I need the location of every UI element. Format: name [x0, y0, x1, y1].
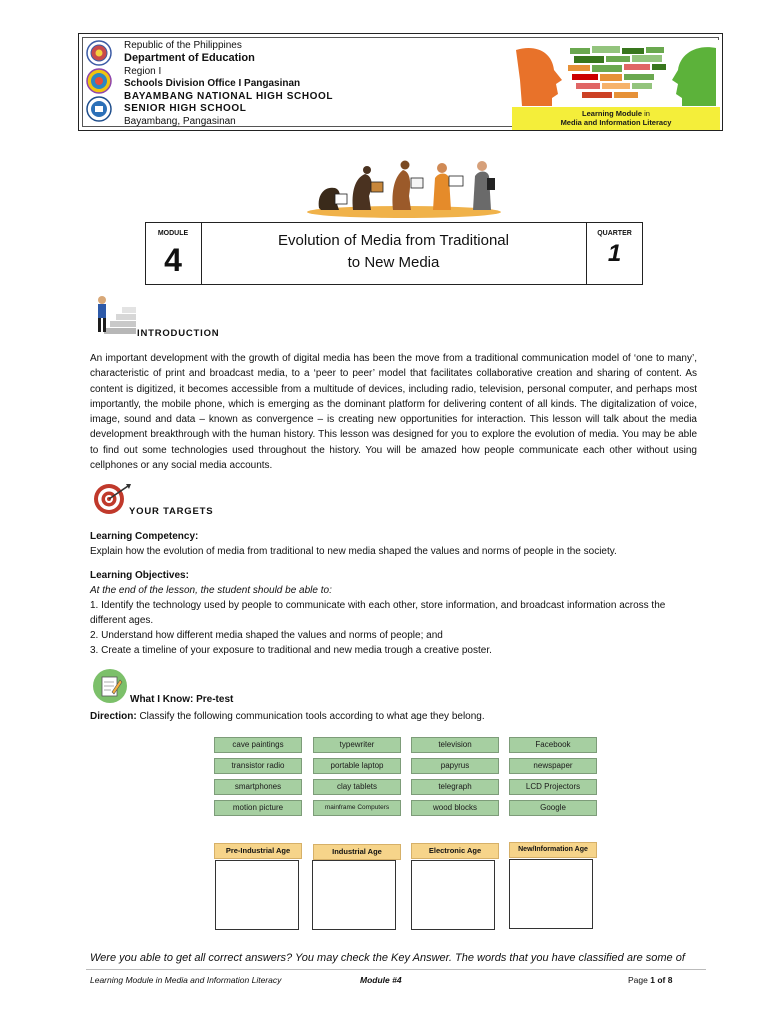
evolution-illustration-icon [305, 156, 503, 218]
age-heading-new-information: New/Information Age [509, 842, 597, 858]
choice-chip: smartphones [214, 779, 302, 795]
header-region: Region I [124, 66, 162, 77]
choice-chip: clay tablets [313, 779, 401, 795]
header-school: BAYAMBANG NATIONAL HIGH SCHOOL [124, 91, 334, 102]
introduction-body: An important development with the growth of digital media has been the move from a traditional communication model of ‘one to many’, characteristic of print and broadcast media, to a ‘peer to peer’ model that facilitates collaborative creation and sharing of content. As content is digitized, it becomes accessible from a multitude of devices, including radio, television, personal computer, and perhaps most importantly, the mobile phone, which is emerging as the dominant platform for delivering content of all kinds. The digitalization of voice, image, sound and data – known as convergence – is creating new opportunities for interaction. This lesson will talk about the media development breakthrough with the human history. This lesson was designed for you to explore the evolution of media. You may be able to find out some technologies used throughout the history. You will be amazed how people communicate each other without using cellphones or any social media accounts. [90, 353, 697, 472]
objective-1-line2: different ages. [90, 615, 154, 626]
age-heading-industrial: Industrial Age [313, 844, 401, 860]
header-deped: Department of Education [124, 52, 255, 64]
footer-rule [86, 969, 706, 970]
pretest-direction [90, 709, 485, 724]
choice-chip: television [411, 737, 499, 753]
competency-label: Learning Competency: [90, 531, 199, 542]
target-icon [92, 482, 132, 516]
age-answer-box-pre-industrial[interactable] [215, 860, 299, 930]
choice-chip: cave paintings [214, 737, 302, 753]
banner-caption-line2: Media and Information Literacy [560, 118, 672, 127]
school-seal-icon [86, 96, 112, 122]
banner-caption [512, 109, 720, 127]
footer-module: Module #4 [360, 975, 402, 985]
age-heading-pre-industrial: Pre-Industrial Age [214, 843, 302, 859]
choice-chip: mainframe Computers [313, 800, 401, 816]
header-location: Bayambang, Pangasinan [124, 116, 236, 127]
module-title-line2: to New Media [347, 254, 440, 271]
targets-heading: YOUR TARGETS [129, 506, 214, 517]
choice-chip: motion picture [214, 800, 302, 816]
module-number: 4 [164, 242, 182, 278]
region-seal-icon [86, 68, 112, 94]
age-answer-box-industrial[interactable] [312, 860, 396, 930]
choice-chip: Facebook [509, 737, 597, 753]
banner-caption-line1: Learning Module [582, 109, 643, 118]
closing-text: Were you able to get all correct answers? You may check the Key Answer. The words that you have classified are some of [90, 952, 685, 964]
banner-caption-in: in [644, 109, 650, 118]
objectives-intro: At the end of the lesson, the student should be able to: [90, 585, 332, 596]
age-answer-box-electronic[interactable] [411, 860, 495, 930]
objectives-label: Learning Objectives: [90, 570, 189, 581]
footer-page [628, 975, 672, 985]
module-title-line1: Evolution of Media from Traditional [278, 232, 509, 249]
module-label: MODULE [157, 230, 189, 237]
choice-chip: typewriter [313, 737, 401, 753]
header-republic: Republic of the Philippines [124, 40, 242, 51]
pretest-heading: What I Know: Pre-test [130, 694, 234, 705]
choice-chip: papyrus [411, 758, 499, 774]
footer-course: Learning Module in Media and Information Literacy [90, 975, 282, 985]
age-answer-box-new-information[interactable] [509, 859, 593, 929]
stairs-person-icon [92, 294, 136, 338]
choice-chip: LCD Projectors [509, 779, 597, 795]
choice-chip: transistor radio [214, 758, 302, 774]
direction-text: Classify the following communication tools according to what age they belong. [139, 711, 485, 722]
footer-page-current: 1 [650, 975, 655, 985]
header-division: Schools Division Office I Pangasinan [124, 78, 301, 89]
deped-seal-icon [86, 40, 112, 66]
objective-1-line1: 1. Identify the technology used by people to communicate with each other, store information, and broadcast information across the [90, 600, 666, 611]
notepad-icon [92, 668, 128, 704]
choice-chip: portable laptop [313, 758, 401, 774]
choice-chip: Google [509, 800, 597, 816]
quarter-label: QUARTER [597, 230, 632, 237]
quarter-number: 1 [607, 240, 622, 267]
direction-label: Direction: [90, 711, 137, 722]
age-heading-electronic: Electronic Age [411, 843, 499, 859]
choice-chip: telegraph [411, 779, 499, 795]
objective-2: 2. Understand how different media shaped the values and norms of people; and [90, 630, 443, 641]
competency-text: Explain how the evolution of media from traditional to new media shaped the values and norms of people in the society. [90, 546, 617, 557]
choice-chip: newspaper [509, 758, 597, 774]
objective-3: 3. Create a timeline of your exposure to traditional and new media trough a creative poster. [90, 645, 492, 656]
introduction-heading: INTRODUCTION [137, 328, 220, 339]
footer-page-of: of 8 [657, 975, 673, 985]
choice-chip: wood blocks [411, 800, 499, 816]
footer-page-prefix: Page [628, 975, 648, 985]
header-shs: SENIOR HIGH SCHOOL [124, 103, 247, 114]
